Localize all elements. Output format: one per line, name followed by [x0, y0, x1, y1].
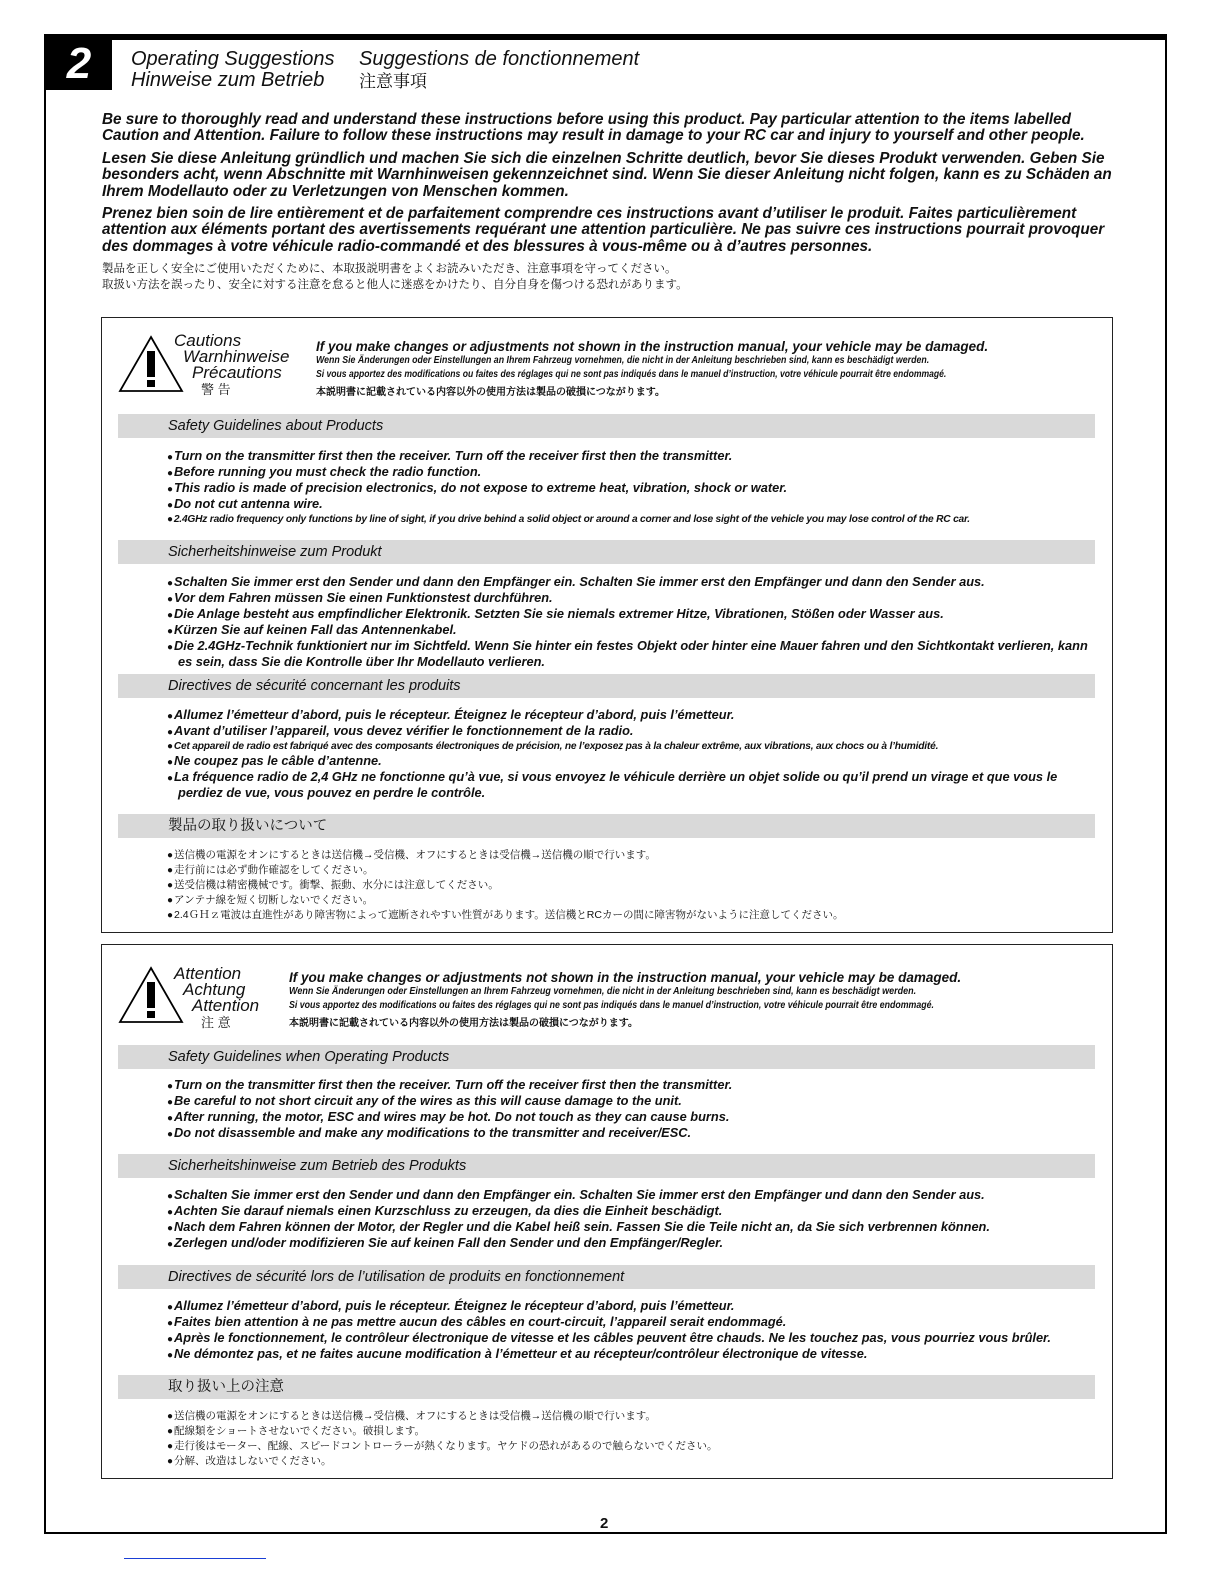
section-bar-operating-ja: 取り扱い上の注意: [118, 1375, 1095, 1399]
section-bar-operating-de: Sicherheitshinweise zum Betrieb des Produkts: [118, 1154, 1095, 1178]
list-operating-ja: [167, 1409, 1097, 1469]
list-item: ● Faites bien attention à ne pas mettre aucun des câbles en court-circuit, l’appareil serait endommagé.: [167, 1315, 1097, 1331]
list-item: ● Before running you must check the radio function.: [167, 465, 1097, 481]
list-item: ● Do not cut antenna wire.: [167, 497, 1097, 513]
list-item: ● Die Anlage besteht aus empfindlicher Elektronik. Setzten Sie sie niemals extremer Hitze, Vibrationen, Stößen oder Wasser aus.: [167, 607, 1097, 623]
list-product-ja: [167, 848, 1097, 923]
attention-label-en: Attention: [174, 964, 242, 983]
list-item: ● 走行前には必ず動作確認をしてください。: [167, 863, 1097, 878]
title-fr: Suggestions de fonctionnement: [359, 48, 640, 70]
cautions-label-fr: Précautions: [192, 363, 282, 382]
cautions-header-fr: Si vous apportez des modifications ou faites des réglages qui ne sont pas indiqués dans le manuel d’instruction, votre véhicule pourrait être endommagé.: [316, 369, 947, 380]
cautions-header-en: If you make changes or adjustments not shown in the instruction manual, your vehicle may be damaged.: [316, 339, 989, 354]
list-item: ● Nach dem Fahren können der Motor, der Regler und die Kabel heiß sein. Fassen Sie die Teile nicht an, da Sie sich verbrennen können.: [167, 1220, 1097, 1236]
section-bar-product-en: Safety Guidelines about Products: [118, 414, 1095, 438]
intro-en: Be sure to thoroughly read and understand these instructions before using this product. Pay particular attention to the items labelled Caution and Attention. Failure to follow these instructions may result in damage to your RC car and injury to yourself and other people.: [102, 111, 1085, 145]
bottom-link-line: [124, 1558, 266, 1559]
list-item: ● Kürzen Sie auf keinen Fall das Antennenkabel.: [167, 623, 1097, 639]
intro-ja-2: 取扱い方法を誤ったり、安全に対する注意を怠ると他人に迷惑をかけたり、自分自身を傷つける恐れがあります。: [102, 279, 688, 292]
cautions-label-de: Warnhinweise: [183, 347, 290, 366]
attention-label-ja: 注 意: [201, 1015, 231, 1030]
list-item: ● Be careful to not short circuit any of the wires as this will cause damage to the unit.: [167, 1094, 1097, 1110]
attention-label-de: Achtung: [183, 980, 246, 999]
list-item: ● 送信機の電源をオンにするときは送信機→受信機、オフにするときは受信機→送信機の順で行います。: [167, 1409, 1097, 1424]
list-product-de: [167, 575, 1097, 669]
section-bar-product-de: Sicherheitshinweise zum Produkt: [118, 540, 1095, 564]
list-item: ● Après le fonctionnement, le contrôleur électronique de vitesse et les câbles peuvent être chauds. Ne les touchez pas, vous pourriez vous brûler.: [167, 1331, 1097, 1347]
list-item: ● Ne démontez pas, et ne faites aucune modification à l’émetteur et au récepteur/contrôleur électronique de vitesse.: [167, 1347, 1097, 1363]
section-bar-operating-en: Safety Guidelines when Operating Products: [118, 1045, 1095, 1069]
intro-ja-1: 製品を正しく安全にご使用いただくために、本取扱説明書をよくお読みいただき、注意事項を守ってください。: [102, 263, 677, 276]
list-product-en: [167, 449, 1097, 527]
title-ja: 注意事項: [359, 72, 427, 91]
list-item: ● Ne coupez pas le câble d’antenne.: [167, 754, 1097, 770]
list-item: ● Schalten Sie immer erst den Sender und dann den Empfänger ein. Schalten Sie immer erst den Empfänger und dann den Sender aus.: [167, 575, 1097, 591]
list-item: ● La fréquence radio de 2,4 GHz ne fonctionne qu’à vue, si vous envoyez le véhicule derrière un objet solide ou qu’il prend un virage et que vous le perdiez de vue, vous pouvez en perdre le contrôle.: [167, 770, 1097, 800]
section-bar-product-ja: 製品の取り扱いについて: [118, 814, 1095, 838]
list-item: ● Zerlegen und/oder modifizieren Sie auf keinen Fall den Sender und den Empfänger/Regler.: [167, 1236, 1097, 1252]
section-bar-product-fr: Directives de sécurité concernant les produits: [118, 674, 1095, 698]
list-item: ● This radio is made of precision electronics, do not expose to extreme heat, vibration, shock or water.: [167, 481, 1097, 497]
page-number: 2: [600, 1515, 609, 1532]
cautions-header-ja: 本説明書に記載されている内容以外の使用方法は製品の破損につながります。: [316, 387, 665, 398]
cautions-label-ja: 警 告: [201, 382, 231, 397]
list-operating-fr: [167, 1299, 1097, 1363]
list-item: ● Allumez l’émetteur d’abord, puis le récepteur. Éteignez le récepteur d’abord, puis l’émetteur.: [167, 1299, 1097, 1315]
section-bar-operating-fr: Directives de sécurité lors de l’utilisation de produits en fonctionnement: [118, 1265, 1095, 1289]
attention-header-ja: 本説明書に記載されている内容以外の使用方法は製品の破損につながります。: [289, 1018, 638, 1029]
list-item: ● Achten Sie darauf niemals einen Kurzschluss zu erzeugen, da dies die Einheit beschädigt.: [167, 1204, 1097, 1220]
list-item: ● 分解、改造はしないでください。: [167, 1454, 1097, 1469]
list-item: ● Vor dem Fahren müssen Sie einen Funktionstest durchführen.: [167, 591, 1097, 607]
list-item: ● Turn on the transmitter first then the receiver. Turn off the receiver first then the transmitter.: [167, 449, 1097, 465]
list-item: ● After running, the motor, ESC and wires may be hot. Do not touch as they can cause burns.: [167, 1110, 1097, 1126]
list-item: ● Schalten Sie immer erst den Sender und dann den Empfänger ein. Schalten Sie immer erst den Empfänger und dann den Sender aus.: [167, 1188, 1097, 1204]
attention-header-en: If you make changes or adjustments not shown in the instruction manual, your vehicle may be damaged.: [289, 970, 962, 985]
intro-text: [102, 112, 1114, 293]
list-item: ● 送信機の電源をオンにするときは送信機→受信機、オフにするときは受信機→送信機の順で行います。: [167, 848, 1097, 863]
cautions-label-en: Cautions: [174, 331, 242, 350]
list-item: ● 配線類をショートさせないでください。破損します。: [167, 1424, 1097, 1439]
list-item: ● Turn on the transmitter first then the receiver. Turn off the receiver first then the transmitter.: [167, 1078, 1097, 1094]
list-item: ● 走行後はモーター、配線、スピードコントローラーが熱くなります。ヤケドの恐れがあるので触らないでください。: [167, 1439, 1097, 1454]
section-number: 2: [46, 38, 112, 90]
list-item: ● Avant d’utiliser l’appareil, vous devez vérifier le fonctionnement de la radio.: [167, 724, 1097, 740]
list-item: ● アンテナ線を短く切断しないでください。: [167, 893, 1097, 908]
cautions-header-de: Wenn Sie Änderungen oder Einstellungen an Ihrem Fahrzeug vornehmen, die nicht in der Anleitung beschrieben sind, kann es beschädigt werden.: [316, 355, 930, 366]
intro-de: Lesen Sie diese Anleitung gründlich und machen Sie sich die einzelnen Schritte deutlich, bevor Sie dieses Produkt verwenden. Geben Sie besonders acht, wenn Abschnitte mit Warnhinweisen gekennzeichnet sind. Wenn Sie dieser Anleitung nicht folgen, kann es zu Schäden an Ihrem Modellauto oder zu Verletzungen von Menschen kommen.: [102, 149, 1112, 200]
list-product-fr: [167, 708, 1097, 800]
list-operating-de: [167, 1188, 1097, 1252]
list-item: ● Allumez l’émetteur d’abord, puis le récepteur. Éteignez le récepteur d’abord, puis l’émetteur.: [167, 708, 1097, 724]
cautions-labels: [174, 333, 289, 398]
list-item: ● 2.4ＧＨｚ電波は直進性があり障害物によって遮断されやすい性質があります。送信機とRCカーの間に障害物がないように注意してください。: [167, 908, 1097, 923]
list-item: ● Do not disassemble and make any modifications to the transmitter and receiver/ESC.: [167, 1126, 1097, 1142]
list-item: ● Die 2.4GHz-Technik funktioniert nur im Sichtfeld. Wenn Sie hinter ein festes Objekt oder hinter eine Mauer fahren und den Sichtkontakt verlieren, kann es sein, dass Sie die Kontrolle über Ihr Modellauto verlieren.: [167, 639, 1097, 669]
title-en: Operating Suggestions: [131, 48, 335, 70]
list-item: ● 2.4GHz radio frequency only functions by line of sight, if you drive behind a solid object or around a corner and lose sight of the vehicle you may lose control of the RC car.: [167, 513, 1097, 527]
attention-labels: [174, 966, 259, 1031]
attention-header-fr: Si vous apportez des modifications ou faites des réglages qui ne sont pas indiqués dans le manuel d’instruction, votre véhicule pourrait être endommagé.: [289, 1000, 934, 1011]
intro-fr: Prenez bien soin de lire entièrement et de parfaitement comprendre ces instructions avant d’utiliser le produit. Faites particulièrement attention aux éléments portant des avertissements requérant une attention particulière. Ne pas suivre ces instructions pourrait provoquer des dommages à votre véhicule radio-commandé et des blessures à vous-même ou à d’autres personnes.: [102, 205, 1105, 255]
list-item: ● 送受信機は精密機械です。衝撃、振動、水分には注意してください。: [167, 878, 1097, 893]
title-de: Hinweise zum Betrieb: [131, 69, 325, 91]
list-item: ● Cet appareil de radio est fabriqué avec des composants électroniques de précision, ne l’exposez pas à la chaleur extrême, aux vibrations, aux chocs ou à l’humidité.: [167, 740, 1097, 754]
list-operating-en: [167, 1078, 1097, 1142]
attention-header-de: Wenn Sie Änderungen oder Einstellungen an Ihrem Fahrzeug vornehmen, die nicht in der Anleitung beschrieben sind, kann es beschädigt werden.: [289, 986, 917, 997]
attention-label-fr: Attention: [192, 996, 260, 1015]
